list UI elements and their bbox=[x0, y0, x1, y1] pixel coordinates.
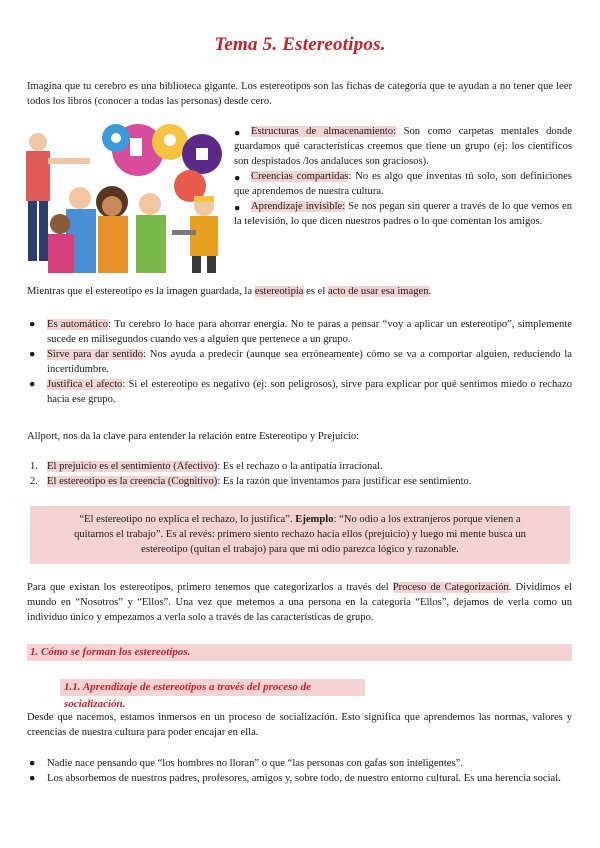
stereotype-vs-stereotypy: Mientras que el estereotipo es la imagen guardada, la estereotipia es el acto de usar esa imagen. bbox=[27, 286, 432, 297]
term-highlight: Estructuras de almacenamiento: bbox=[251, 126, 397, 137]
functions-list bbox=[29, 317, 573, 407]
final-list bbox=[29, 756, 572, 786]
page-title: Tema 5. Estereotipos. bbox=[214, 34, 386, 55]
section-heading: 1. Cómo se forman los estereotipos. bbox=[27, 644, 572, 661]
allport-paragraph: Allport, nos da la clave para entender la relación entre Estereotipo y Prejuicio: bbox=[27, 431, 360, 442]
bullet-icon: ● bbox=[234, 128, 241, 139]
bullet-icon: ● bbox=[234, 203, 241, 215]
bullet-icon: ● bbox=[29, 758, 36, 769]
categorization-paragraph: Para que existan los estereotipos, primero tenemos que categorizarlos a través del Proceso de Categorización. Dividimos el mundo en “Nosotros” y “Ellos”. Una vez que metemos a una persona en la categoría “Ellos”, dejamos de verla como un individuo único y empezamos a verla solo a través de las características de grupo. bbox=[27, 582, 572, 624]
list-item bbox=[234, 124, 572, 169]
bullet-icon: ● bbox=[29, 319, 36, 330]
list-item: 1. El prejuicio es el sentimiento (Afectivo): Es el rechazo o la antipatía irracional. bbox=[30, 461, 383, 472]
relations-list bbox=[30, 459, 572, 489]
list-item: ● Sirve para dar sentido: Nos ayuda a predecir (aunque sea erróneamente) cómo se va a comportar alguien, reduciendo la incertidumbre. bbox=[29, 349, 572, 376]
list-item: ● Los absorbemos de nuestros padres, profesores, amigos y, sobre todo, de nuestro entorno cultural. Es una herencia social. bbox=[47, 771, 572, 786]
item-text: Son como carpetas mentales donde guardamos qué características creemos que tiene un grupo (ej: los científicos son despistados /los andaluces son graciosos). bbox=[234, 126, 572, 168]
bullet-icon: ● bbox=[234, 173, 241, 185]
list-item: ● Nadie nace pensando que “los hombres no lloran” o que “las personas con gafas son inteligentes”. bbox=[47, 756, 572, 771]
bullet-icon: ● bbox=[29, 773, 36, 785]
stereotypes-illustration bbox=[20, 120, 228, 273]
term-highlight: Creencias compartidas bbox=[251, 171, 349, 183]
list-item: ● Justifica el afecto: Si el estereotipo es negativo (ej: son peligrosos), sirve para explicar por qué sentimos miedo o rechazo hacia ese grupo. bbox=[29, 379, 573, 406]
list-item bbox=[234, 199, 572, 229]
intro-paragraph: Imagina que tu cerebro es una biblioteca gigante. Los estereotipos son las fichas de categoría que te ayudan a no tener que leer todos los libros (conocer a todas las personas) desde cero. bbox=[27, 81, 572, 108]
item-text: : No es algo que inventas tú solo, son definiciones que aprendemos de nuestra cultura. bbox=[234, 171, 573, 198]
item-text: Se nos pegan sin querer a través de lo que vemos en la televisión, lo que dicen nuestros padres o lo que comentan los amigos. bbox=[234, 201, 572, 228]
side-bullet-list bbox=[234, 124, 572, 229]
list-item bbox=[234, 169, 572, 199]
socialization-paragraph: Desde que nacemos, estamos inmersos en un proceso de socialización. Esto significa que aprendemos las normas, valores y creencias de nuestra cultura para poder encajar en ella. bbox=[27, 712, 572, 739]
quote-box: “El estereotipo no explica el rechazo, lo justifica”. Ejemplo: “No odio a los extranjeros porque vienen a quitarnos el trabajo”. Es al revés: primero siento rechazo hacia ellos (prejuicio) y luego mi mente busca un estereotipo (quitan el trabajo) para que mi odio parezca lógico y razonable. bbox=[30, 506, 570, 564]
list-item: 2. El estereotipo es la creencia (Cognitivo): Es la razón que inventamos para justificar ese sentimiento. bbox=[30, 476, 472, 488]
term-highlight: Aprendizaje invisible: bbox=[251, 201, 346, 213]
subsection-heading: 1.1. Aprendizaje de estereotipos a través del proceso de socialización. bbox=[60, 679, 365, 696]
list-item: ● Es automático: Tu cerebro lo hace para ahorrar energía. No te paras a pensar “voy a aplicar un estereotipo”, simplemente sucede en milisegundos cuando ves a alguien que pertenece a un grupo. bbox=[29, 319, 572, 346]
bullet-icon: ● bbox=[29, 349, 36, 361]
bullet-icon: ● bbox=[29, 379, 36, 391]
